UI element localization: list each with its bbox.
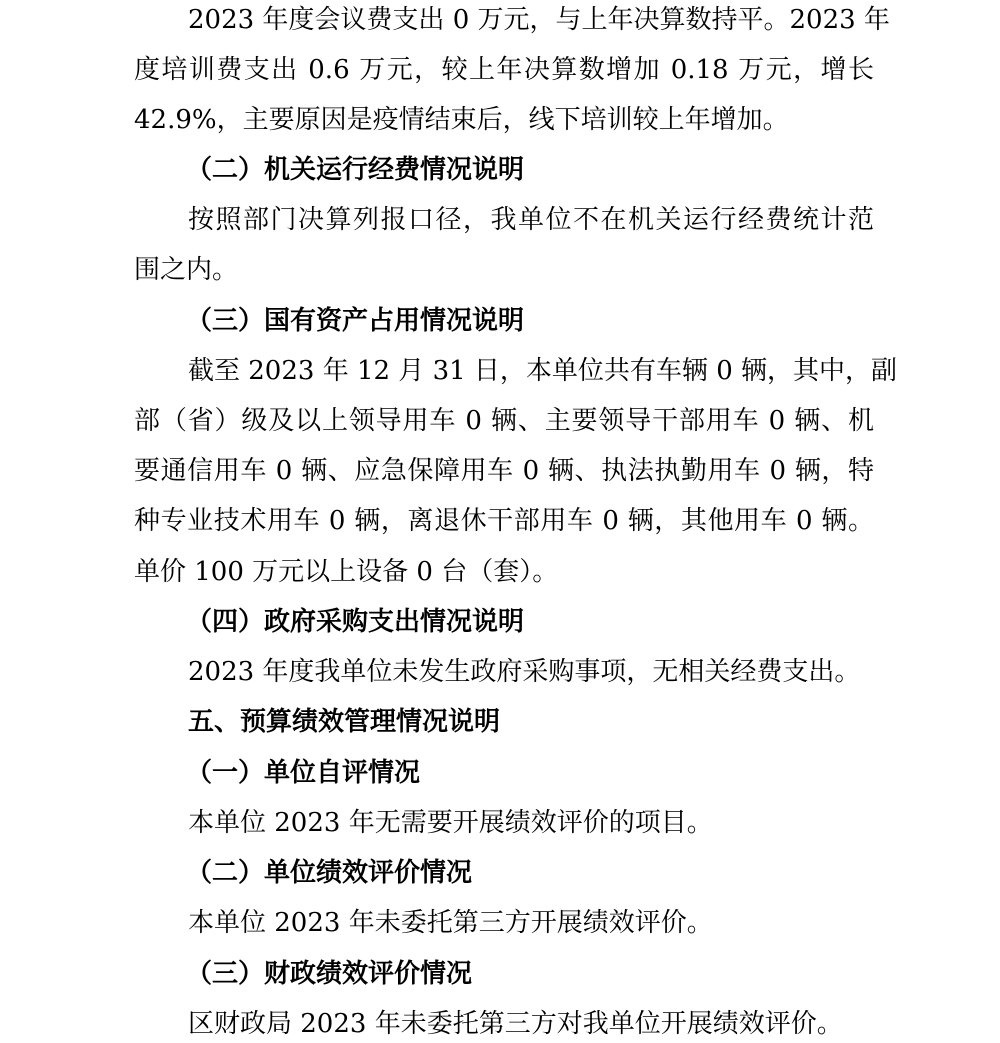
heading-office-operating-expenses: （二）机关运行经费情况说明	[186, 155, 525, 185]
paragraph-state-assets-line-4: 种专业技术用车 0 辆，离退休干部用车 0 辆，其他用车 0 辆。	[134, 506, 874, 536]
paragraph-unit-self-evaluation: 本单位 2023 年无需要开展绩效评价的项目。	[188, 808, 713, 838]
paragraph-unit-performance-evaluation: 本单位 2023 年未委托第三方开展绩效评价。	[188, 908, 713, 938]
paragraph-state-assets-line-3: 要通信用车 0 辆、应急保障用车 0 辆、执法执勤用车 0 辆，特	[134, 456, 874, 486]
paragraph-government-procurement: 2023 年度我单位未发生政府采购事项，无相关经费支出。	[188, 657, 861, 687]
paragraph-office-operating-line-2: 围之内。	[134, 255, 239, 285]
paragraph-state-assets-line-2: 部（省）级及以上领导用车 0 辆、主要领导干部用车 0 辆、机	[134, 406, 874, 436]
heading-state-assets: （三）国有资产占用情况说明	[186, 306, 525, 336]
heading-government-procurement: （四）政府采购支出情况说明	[186, 607, 525, 637]
heading-unit-self-evaluation: （一）单位自评情况	[186, 758, 421, 788]
paragraph-meeting-training-line-3: 42.9%，主要原因是疫情结束后，线下培训较上年增加。	[134, 105, 789, 135]
paragraph-finance-performance-evaluation: 区财政局 2023 年未委托第三方对我单位开展绩效评价。	[188, 1009, 843, 1039]
paragraph-state-assets-line-1: 截至 2023 年 12 月 31 日，本单位共有车辆 0 辆，其中，副	[188, 356, 897, 386]
paragraph-meeting-training-line-1: 2023 年度会议费支出 0 万元，与上年决算数持平。2023 年	[188, 5, 890, 35]
heading-finance-performance-evaluation: （三）财政绩效评价情况	[186, 959, 473, 989]
paragraph-state-assets-line-5: 单价 100 万元以上设备 0 台（套）。	[134, 557, 559, 587]
paragraph-office-operating-line-1: 按照部门决算列报口径，我单位不在机关运行经费统计范	[188, 205, 874, 235]
heading-section-five-performance-management: 五、预算绩效管理情况说明	[188, 707, 501, 737]
paragraph-meeting-training-line-2: 度培训费支出 0.6 万元，较上年决算数增加 0.18 万元，增长	[134, 55, 874, 85]
heading-unit-performance-evaluation: （二）单位绩效评价情况	[186, 858, 473, 888]
